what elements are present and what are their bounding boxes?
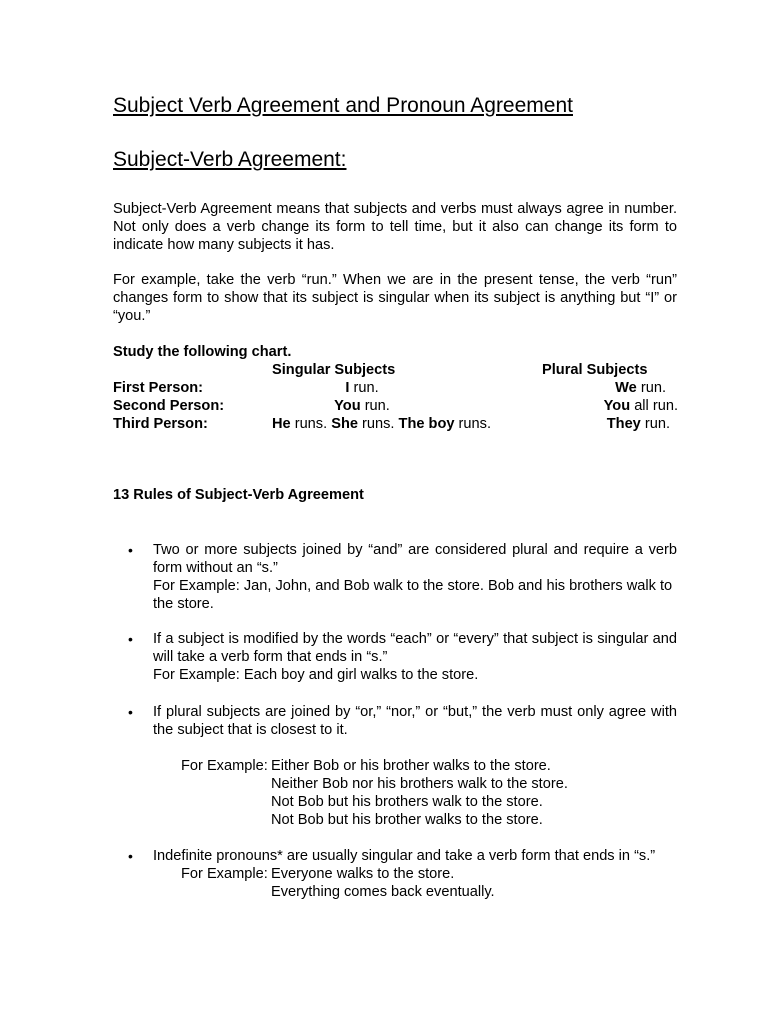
plural-cell-second: You all run. [603, 398, 678, 414]
row-label-first: First Person: [113, 380, 204, 396]
plural-cell-first: We run. [615, 380, 666, 396]
singular-cell-third: He runs. She runs. The boy runs. [272, 416, 491, 432]
rule-1-example: For Example: Jan, John, and Bob walk to the store. Bob and his brothers walk to the store. [153, 578, 673, 612]
document-title: Subject Verb Agreement and Pronoun Agreement [113, 94, 573, 117]
rule-3-example-line: Not Bob but his brothers walk to the store. [271, 794, 543, 810]
rule-3-example-line: Either Bob or his brother walks to the store. [271, 758, 551, 774]
rule-1-text: Two or more subjects joined by “and” are considered plural and require a verb form without an “s.” [153, 542, 677, 576]
plural-header: Plural Subjects [542, 362, 648, 378]
rule-3-example-label: For Example: [181, 758, 268, 774]
bullet-icon: • [128, 848, 133, 864]
bullet-icon: • [128, 542, 133, 558]
rule-4-example-line: Everyone walks to the store. [271, 866, 455, 882]
rule-4-example-label: For Example: [181, 866, 268, 882]
example-paragraph: For example, take the verb “run.” When we are in the present tense, the verb “run” changes form to show that its subject is singular when its subject is anything but “I” or “you.” [113, 272, 677, 324]
row-label-second: Second Person: [113, 398, 225, 414]
rule-2-example: For Example: Each boy and girl walks to the store. [153, 667, 479, 683]
bullet-icon: • [128, 631, 133, 647]
singular-cell-first: I run. [345, 380, 379, 396]
plural-cell-third: They run. [606, 416, 670, 432]
rule-2-text: If a subject is modified by the words “each” or “every” that subject is singular and will take a verb form that ends in “s.” [153, 631, 677, 665]
section-heading: Subject-Verb Agreement: [113, 148, 347, 171]
rule-4-example-line: Everything comes back eventually. [271, 884, 495, 900]
rule-3-example-line: Not Bob but his brother walks to the store. [271, 812, 543, 828]
intro-paragraph: Subject-Verb Agreement means that subjects and verbs must always agree in number. Not only does a verb change its form to tell time, but it also can change its form to indicate how many subjects it has. [113, 201, 677, 253]
singular-cell-second: You run. [334, 398, 390, 414]
rule-3-example-line: Neither Bob nor his brothers walk to the store. [271, 776, 568, 792]
row-label-third: Third Person: [113, 416, 208, 432]
singular-header: Singular Subjects [272, 362, 396, 378]
bullet-icon: • [128, 704, 133, 720]
rule-4-text: Indefinite pronouns* are usually singular and take a verb form that ends in “s.” [153, 848, 656, 864]
rules-heading: 13 Rules of Subject-Verb Agreement [113, 487, 364, 503]
rule-3-text: If plural subjects are joined by “or,” “nor,” or “but,” the verb must only agree with the subject that is closest to it. [153, 704, 677, 738]
chart-intro: Study the following chart. [113, 344, 292, 360]
